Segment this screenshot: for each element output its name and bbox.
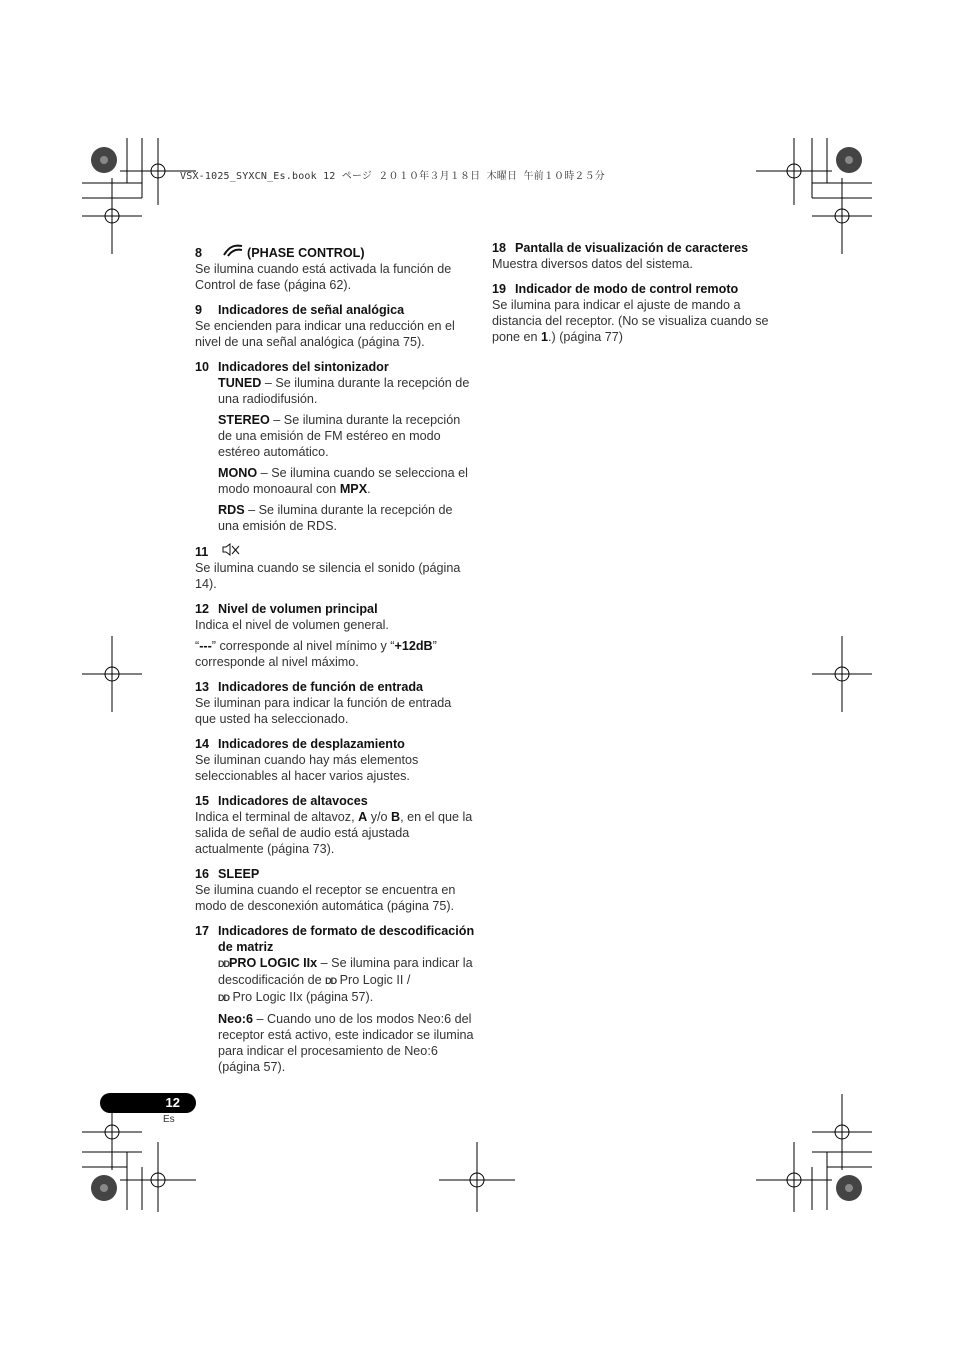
section-12: 12 Nivel de volumen principal Indica el nivel de volumen general. “---” corresponde al nivel mínimo y “+12dB” corresponde al nivel máximo.: [195, 601, 475, 670]
starburst-mark-br: [836, 1175, 862, 1201]
section-9: 9 Indicadores de señal analógica Se encienden para indicar una reducción en el nivel de una señal analógica (página 75).: [195, 302, 475, 350]
dolby-icon: DD: [218, 959, 229, 969]
stereo-indicator-item: STEREO – Se ilumina durante la recepción de una emisión de FM estéreo en modo estéreo automático.: [218, 413, 461, 459]
section-9-title: Indicadores de señal analógica: [218, 303, 405, 317]
section-18-title: Pantalla de visualización de caracteres: [515, 241, 749, 255]
left-column: [195, 244, 475, 1084]
section-8-body: Se ilumina cuando está activada la función de Control de fase (página 62).: [195, 262, 452, 292]
section-12-body: Indica el nivel de volumen general.: [195, 618, 389, 632]
section-16-body: Se ilumina cuando el receptor se encuentra en modo de desconexión automática (página 75).: [195, 883, 456, 913]
section-12-title: Nivel de volumen principal: [218, 602, 378, 616]
tuned-indicator-item: TUNED – Se ilumina durante la recepción de una radiodifusión.: [218, 376, 470, 406]
neo6-item: Neo:6 – Cuando uno de los modos Neo:6 del receptor está activo, este indicador se ilumina para indicar el procesamiento de Neo:6 (página 57).: [218, 1012, 474, 1074]
section-17-title: Indicadores de formato de descodificación de matriz: [218, 924, 475, 954]
mute-icon: [222, 545, 240, 559]
section-14-body: Se iluminan cuando hay más elementos seleccionables al hacer varios ajustes.: [195, 753, 419, 783]
section-8-title: (PHASE CONTROL): [247, 246, 365, 260]
mono-indicator-item: MONO – Se ilumina cuando se selecciona el modo monoaural con MPX.: [218, 466, 468, 496]
section-13-body: Se iluminan para indicar la función de entrada que usted ha seleccionado.: [195, 696, 452, 726]
section-19-title: Indicador de modo de control remoto: [515, 282, 739, 296]
section-11-body: Se ilumina cuando se silencia el sonido (página 14).: [195, 561, 461, 591]
section-11: 11 Se ilumina cuando se silencia el sonido (página 14).: [195, 543, 475, 592]
section-18-body: Muestra diversos datos del sistema.: [492, 257, 693, 271]
section-9-body: Se encienden para indicar una reducción en el nivel de una señal analógica (página 75).: [195, 319, 455, 349]
starburst-mark-bl: [91, 1175, 117, 1201]
file-info-header: VSX-1025_SYXCN_Es.book 12 ページ ２０１０年３月１８日 木曜日 午前１０時２５分: [180, 171, 605, 182]
section-15: 15 Indicadores de altavoces Indica el terminal de altavoz, A y/o B, en el que la salida de señal de audio está ajustada actualmente (página 73).: [195, 793, 475, 857]
section-12-range: “---” corresponde al nivel mínimo y “+12dB” corresponde al nivel máximo.: [195, 639, 437, 669]
dolby-icon: DD: [325, 976, 337, 986]
section-19: 19 Indicador de modo de control remoto Se ilumina para indicar el ajuste de mando a distancia del receptor. (No se visualiza cuando se pone en 1.) (página 77): [492, 281, 772, 345]
section-16: 16 SLEEP Se ilumina cuando el receptor se encuentra en modo de desconexión automática (página 75).: [195, 866, 475, 914]
section-13-title: Indicadores de función de entrada: [218, 680, 424, 694]
starburst-mark-tl: [91, 147, 117, 173]
starburst-mark-tr: [836, 147, 862, 173]
section-14-title: Indicadores de desplazamiento: [218, 737, 405, 751]
page-number-tab: 12: [100, 1093, 196, 1113]
section-13: 13 Indicadores de función de entrada Se iluminan para indicar la función de entrada que usted ha seleccionado.: [195, 679, 475, 727]
phase-control-icon: [222, 246, 248, 260]
section-8: 8 (PHASE CONTROL) Se ilumina cuando está activada la función de Control de fase (página 62).: [195, 244, 475, 293]
section-10-title: Indicadores del sintonizador: [218, 360, 389, 374]
section-15-title: Indicadores de altavoces: [218, 794, 368, 808]
right-column: [492, 240, 772, 354]
dolby-icon: DD: [218, 993, 229, 1003]
section-15-body: Indica el terminal de altavoz, A y/o B, en el que la salida de señal de audio está ajustada actualmente (página 73).: [195, 810, 473, 856]
rds-indicator-item: RDS – Se ilumina durante la recepción de una emisión de RDS.: [218, 503, 453, 533]
pro-logic-item: DDPRO LOGIC IIx – Se ilumina para indicar la descodificación de DD Pro Logic II / DD Pro Logic IIx (página 57).: [218, 956, 473, 1004]
page-language: Es: [163, 1114, 175, 1125]
section-10: 10 Indicadores del sintonizador TUNED – Se ilumina durante la recepción de una radiodifusión. STEREO – Se ilumina durante la recepción de una emisión de FM estéreo en modo estéreo automático. MONO – Se ilumina cuando se selecciona el modo monoaural con MPX. RDS – Se ilumina durante la recepción de una emisión de RDS.: [195, 359, 475, 534]
section-19-body: Se ilumina para indicar el ajuste de mando a distancia del receptor. (No se visualiza cuando se pone en 1.) (página 77): [492, 298, 769, 344]
section-16-title: SLEEP: [218, 867, 260, 881]
section-14: 14 Indicadores de desplazamiento Se iluminan cuando hay más elementos seleccionables al hacer varios ajustes.: [195, 736, 475, 784]
section-17: 17 Indicadores de formato de descodificación de matriz DDPRO LOGIC IIx – Se ilumina para indicar la descodificación de DD Pro Logic II / DD Pro Logic IIx (página 57). Neo:6 – Cuando uno de los modos Neo:6 del receptor está activo, este indicador se ilumina para indicar el procesamiento de Neo:6 (página 57).: [195, 924, 475, 1074]
section-18: 18 Pantalla de visualización de caracteres Muestra diversos datos del sistema.: [492, 240, 772, 272]
